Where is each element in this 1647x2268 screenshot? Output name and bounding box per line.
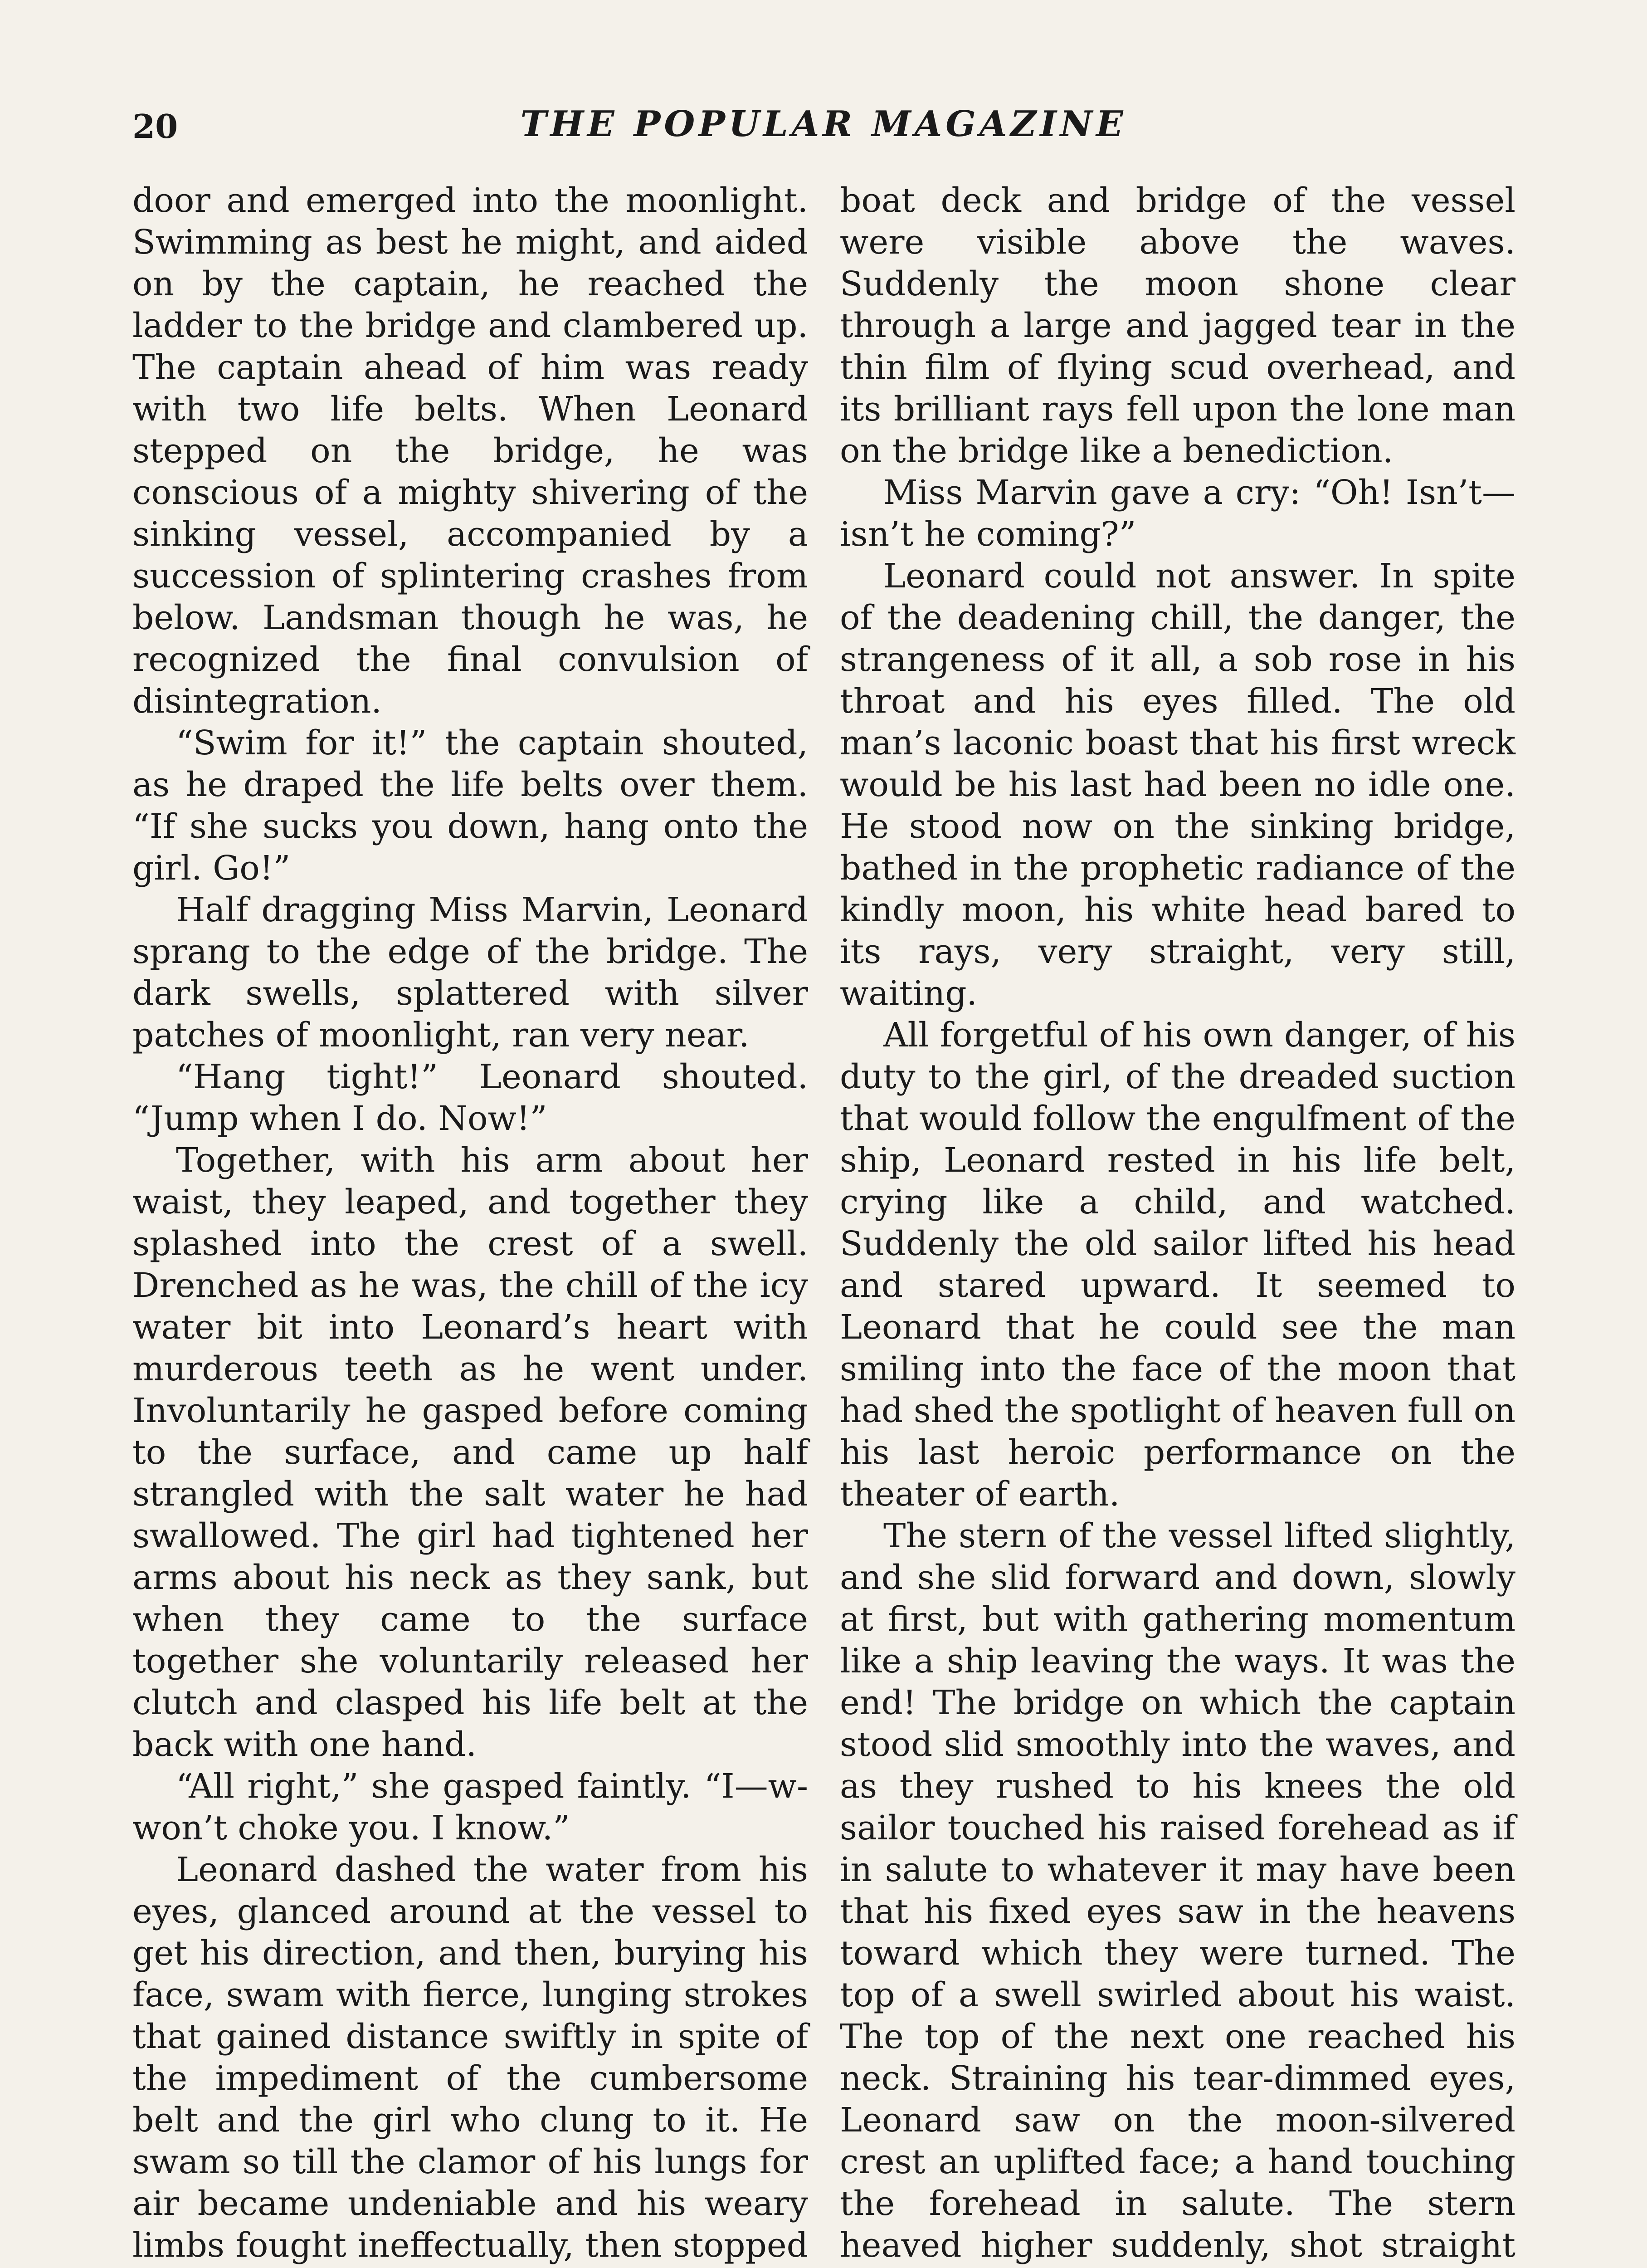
paragraph: All forgetful of his own danger, of his duty to the girl, of the dreaded suction that would follow the engulfment of the ship, Leonard rested in his life belt, crying like a child, and watched. Suddenly the old sailor lifted his head and stared upward. It seemed to Leonard that he could see the man smiling into the face of the moon that had shed the spotlight of heaven full on his last heroic performance on the theater of earth.	[840, 1016, 1515, 1514]
paragraph: Leonard could not answer. In spite of the deadening chill, the danger, the strangeness of it all, a sob rose in his throat and his eyes filled. The old man’s laconic boast that his first wreck would be his last had been no idle one. He stood now on the sinking bridge, bathed in the prophetic radiance of the kindly moon, his white head bared to its rays, very straight, very still, waiting.	[840, 557, 1515, 1013]
paragraph: Half dragging Miss Marvin, Leonard sprang to the edge of the bridge. The dark swells, splattered with silver patches of moonlight, ran very near.	[132, 890, 808, 1055]
paragraph: “All right,” she gasped faintly. “I—w-won’t choke you. I know.”	[132, 1767, 808, 1848]
magazine-title: THE POPULAR MAGAZINE	[520, 103, 1127, 145]
paragraph: Together, with his arm about her waist, they leaped, and together they splashed into the crest of a swell. Drenched as he was, the chill of the icy water bit into Leonard’s heart with murderous teeth as he went under. Involuntarily he gasped before coming to the surface, and came up half strangled with the salt water he had swallowed. The girl had tightened her arms about his neck as they sank, but when they came to the surface together she voluntarily released her clutch and clasped his life belt at the back with one hand.	[132, 1141, 808, 1764]
paragraph: “Hang tight!” Leonard shouted. “Jump when I do. Now!”	[132, 1057, 808, 1138]
paragraph: boat deck and bridge of the vessel were visible above the waves. Suddenly the moon shone clear through a large and jagged tear in the thin film of flying scud overhead, and its brilliant rays fell upon the lone man on the bridge like a benediction.	[840, 181, 1515, 470]
paragraph: door and emerged into the moonlight. Swimming as best he might, and aided on by the captain, he reached the ladder to the bridge and clambered up. The captain ahead of him was ready with two life belts. When Leonard stepped on the bridge, he was conscious of a mighty shivering of the sinking vessel, accompanied by a succession of splintering crashes from below. Landsman though he was, he recognized the final convulsion of disintegration.	[132, 181, 808, 721]
right-column	[840, 180, 1515, 2268]
paragraph: The stern of the vessel lifted slightly, and she slid forward and down, slowly at first, but with gathering momentum like a ship leaving the ways. It was the end! The bridge on which the captain stood slid smoothly into the waves, and as they rushed to his knees the old sailor touched his raised forehead as if in salute to whatever it may have been that his fixed eyes saw in the heavens toward which they were turned. The top of a swell swirled about his waist. The top of the next one reached his neck. Straining his tear-dimmed eyes, Leonard saw on the moon-silvered crest an uplifted face; a hand touching the forehead in salute. The stern heaved higher suddenly, shot straight	[840, 1516, 1515, 2265]
paragraph: “Swim for it!” the captain shouted, as he draped the life belts over them. “If she sucks you down, hang onto the girl. Go!”	[132, 723, 808, 888]
paragraph: Leonard dashed the water from his eyes, glanced around at the vessel to get his direction, and then, burying his face, swam with fierce, lunging strokes that gained distance swiftly in spite of the impediment of the cumbersome belt and the girl who clung to it. He swam so till the clamor of his lungs for air became undeniable and his weary limbs fought ineffectually, then stopped	[132, 1850, 808, 2265]
paragraph: Miss Marvin gave a cry: “Oh! Isn’t—isn’t he coming?”	[840, 473, 1515, 554]
page-number: 20	[132, 107, 178, 146]
left-column	[132, 180, 808, 2268]
